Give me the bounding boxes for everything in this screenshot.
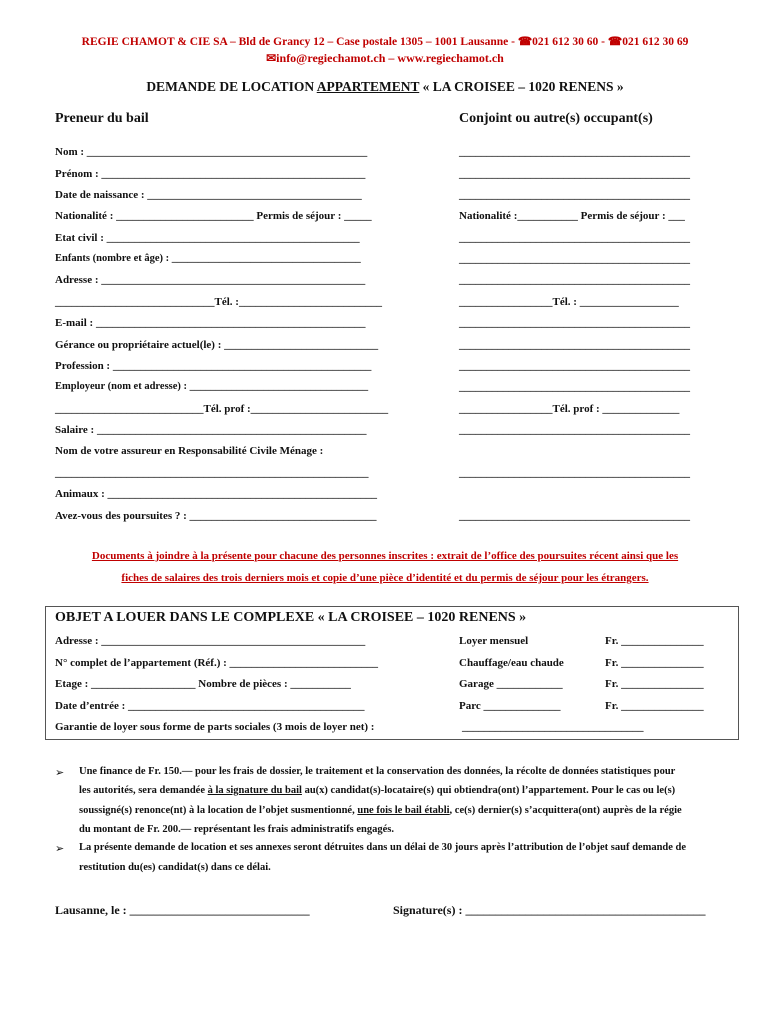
tenant-heading: Preneur du bail [55,111,149,126]
object-cost-label: Garage ____________ [459,678,563,690]
object-cost-field[interactable]: Fr. _______________ [605,700,704,712]
tenant-field[interactable]: Nom : ___________________________________________________ [55,146,368,158]
tenant-field[interactable]: Etat civil : ______________________________________________ [55,232,360,244]
tenant-field[interactable]: Gérance ou propriétaire actuel(le) : ____________________________ [55,339,379,351]
object-field[interactable]: Garantie de loyer sous forme de parts sociales (3 mois de loyer net) : [55,721,375,733]
co-occupant-field[interactable]: __________________________________________ [459,274,690,286]
company-header-line2: ✉info@regiechamot.ch – www.regiechamot.ch [266,51,504,65]
tenant-field[interactable]: E-mail : _________________________________________________ [55,317,366,329]
bullet1-line2 [79,785,675,796]
bullet1-line4: du montant de Fr. 200.— représentant les frais administratifs engagés. [79,824,394,835]
form-title [0,79,770,95]
object-cost-label: Parc ______________ [459,700,561,712]
object-box [45,606,739,740]
object-heading: OBJET A LOUER DANS LE COMPLEXE « LA CROISEE – 1020 RENENS » [55,610,527,625]
b1-l2c: au(x) candidat(s)-locataire(s) qui obtiendra(ont) l’appartement. Pour le cas ou le(s) [301,785,676,796]
bullet2-line2: restitution du(es) candidat(s) dans ce délai. [79,862,271,873]
tenant-field[interactable]: ___________________________Tél. prof :_________________________ [55,403,389,415]
co-occupant-field[interactable]: __________________________________________ [459,253,690,265]
co-occupant-field[interactable]: __________________________________________ [459,339,690,351]
tenant-field[interactable]: Employeur (nom et adresse) : __________________________________ [55,381,369,392]
tenant-field[interactable]: Date de naissance : _______________________________________ [55,189,362,201]
co-occupant-field[interactable]: _________________Tél. prof : ______________ [459,403,680,415]
co-occupant-heading: Conjoint ou autre(s) occupant(s) [459,111,653,126]
guarantee-field[interactable]: _________________________________ [462,721,644,733]
co-occupant-field[interactable]: __________________________________________ [459,467,690,479]
object-cost-field[interactable]: Fr. _______________ [605,657,704,669]
co-occupant-field[interactable]: __________________________________________ [459,168,690,180]
object-cost-field[interactable]: Fr. _______________ [605,678,704,690]
tenant-field[interactable]: _________________________________________________________ [55,467,369,479]
title-part1: DEMANDE DE LOCATION [146,79,317,94]
bullet2-line1: La présente demande de location et ses annexes seront détruites dans un délai de 30 jours après l’attribution de l’objet sauf demande de [79,842,687,853]
object-field[interactable]: Adresse : ________________________________________________ [55,635,366,647]
bullet-icon: ➢ [55,767,65,779]
tenant-field[interactable]: Nationalité : _________________________ Permis de séjour : _____ [55,210,372,222]
place-date-field[interactable]: Lausanne, le : ______________________________ [55,903,310,917]
object-field[interactable]: Etage : ___________________ Nombre de pièces : ___________ [55,678,351,690]
b1-l3c: , ce(s) dernier(s) s’acquittera(ont) auprès de la régie [449,805,682,816]
b1-l2a: les autorités, sera demandée [79,785,208,796]
co-occupant-field[interactable]: __________________________________________ [459,360,690,372]
tenant-field[interactable]: Enfants (nombre et âge) : ____________________________________ [55,253,361,264]
bullet1-line3 [79,805,682,816]
documents-notice-line1: Documents à joindre à la présente pour chacune des personnes inscrites : extrait de l’office des poursuites récent ainsi que les [91,550,679,562]
signature-field[interactable]: Signature(s) : ________________________________________ [393,903,706,917]
b1-l2b: à la signature du bail [207,785,302,796]
bullet1-line1: Une finance de Fr. 150.— pour les frais de dossier, le traitement et la conservation des données, la récolte de données statistiques pour [79,766,676,777]
co-occupant-field[interactable]: __________________________________________ [459,189,690,201]
tenant-field[interactable]: Animaux : _________________________________________________ [55,488,378,500]
co-occupant-field[interactable]: __________________________________________ [459,232,690,244]
tenant-field[interactable]: Prénom : ________________________________________________ [55,168,366,180]
co-occupant-field[interactable]: __________________________________________ [459,424,690,436]
co-occupant-field[interactable]: Nationalité :___________ Permis de séjour : ___ [459,210,685,222]
tenant-field[interactable]: Adresse : ________________________________________________ [55,274,366,286]
tenant-field[interactable]: Profession : _______________________________________________ [55,360,372,372]
co-occupant-field[interactable]: _________________Tél. : __________________ [459,296,679,308]
co-occupant-field[interactable]: __________________________________________ [459,317,690,329]
bullet-icon: ➢ [55,843,65,855]
object-cost-label: Loyer mensuel [459,635,529,647]
tenant-field[interactable]: Salaire : _________________________________________________ [55,424,367,436]
object-cost-label: Chauffage/eau chaude [459,657,564,669]
object-cost-field[interactable]: Fr. _______________ [605,635,704,647]
co-occupant-field[interactable]: __________________________________________ [459,510,690,522]
co-occupant-field[interactable]: __________________________________________ [459,146,690,158]
b1-l3a: soussigné(s) renonce(nt) à la location de l’objet susmentionné, [79,805,358,816]
object-field[interactable]: Date d’entrée : ___________________________________________ [55,700,365,712]
co-occupant-field[interactable]: __________________________________________ [459,381,690,393]
object-field[interactable]: N° complet de l’appartement (Réf.) : ___________________________ [55,657,379,669]
title-part3: « LA CROISEE – 1020 RENENS » [419,79,624,94]
insurer-label: Nom de votre assureur en Responsabilité Civile Ménage : [55,445,324,457]
b1-l3b: une fois le bail établi [357,805,450,816]
company-header-line1: REGIE CHAMOT & CIE SA – Bld de Grancy 12 – Case postale 1305 – 1001 Lausanne - ☎021 612 30 60 - ☎021 612 30 69 [81,36,689,48]
documents-notice-line2: fiches de salaires des trois derniers mois et copie d’une pièce d’identité et du permis de séjour pour les étrangers. [121,572,649,584]
tenant-field[interactable]: _____________________________Tél. :__________________________ [55,296,382,308]
tenant-field[interactable]: Avez-vous des poursuites ? : __________________________________ [55,510,377,522]
title-part2: APPARTEMENT [316,79,420,94]
